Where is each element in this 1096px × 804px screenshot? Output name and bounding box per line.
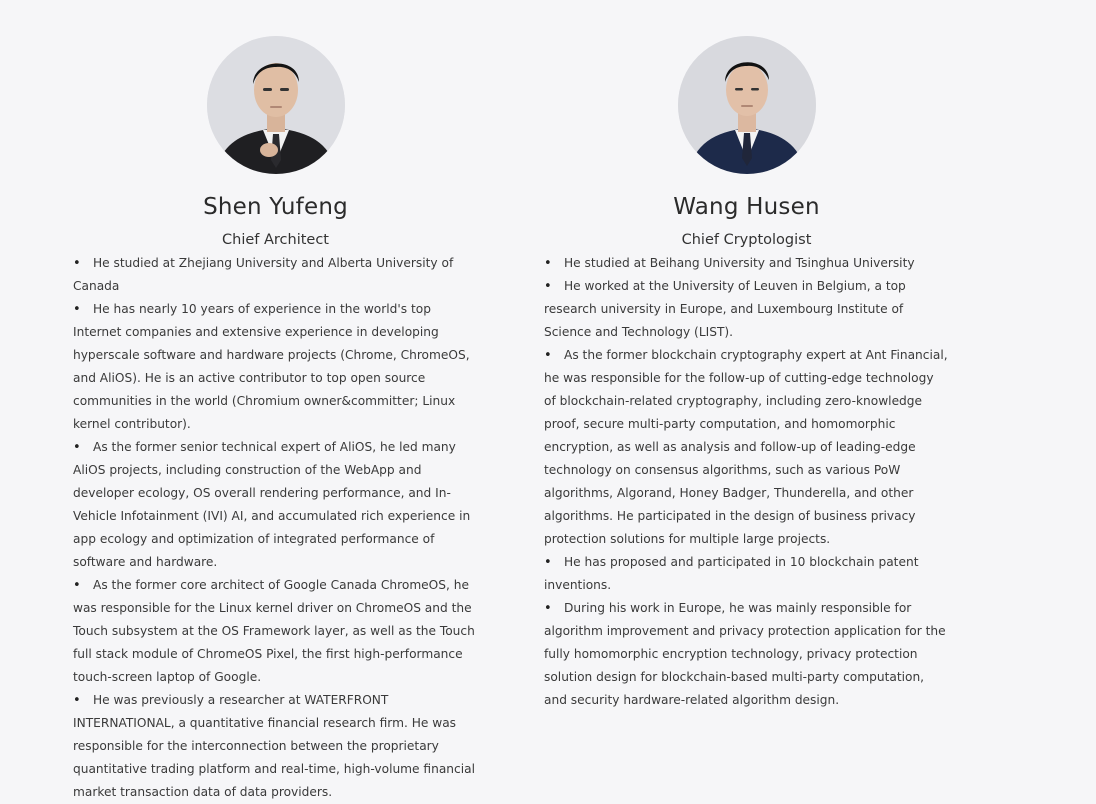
avatar — [678, 36, 816, 174]
portrait-photo-icon — [678, 36, 816, 174]
list-item: • He has nearly 10 years of experience in the world's top Internet companies and extensive experience in developing hyperscale software and hardware projects (Chrome, ChromeOS, and AliOS). He is an active contributor to top open source communities in the world (Chromium owner&committer; Linux kernel contributor). — [73, 298, 478, 436]
bio-list — [73, 252, 478, 804]
list-item: • As the former blockchain cryptography expert at Ant Financial, he was responsible for the follow-up of cutting-edge technology of blockchain-related cryptography, including zero-knowledge proof, secure multi-party computation, and homomorphic encryption, as well as analysis and follow-up of leading-edge technology on consensus algorithms, such as various PoW algorithms, Algorand, Honey Badger, Thunderella, and other algorithms. He participated in the design of business privacy protection solutions for multiple large projects. — [544, 344, 949, 551]
list-item: • He was previously a researcher at WATERFRONT INTERNATIONAL, a quantitative financial research firm. He was responsible for the interconnection between the proprietary quantitative trading platform and real-time, high-volume financial market transaction data of data providers. — [73, 689, 478, 804]
list-item: • He studied at Beihang University and Tsinghua University — [544, 252, 949, 275]
list-item: • He studied at Zhejiang University and Alberta University of Canada — [73, 252, 478, 298]
portrait-photo-icon — [207, 36, 345, 174]
bio-list — [544, 252, 949, 712]
list-item: • During his work in Europe, he was mainly responsible for algorithm improvement and privacy protection application for the fully homomorphic encryption technology, privacy protection solution design for blockchain-based multi-party computation, and security hardware-related algorithm design. — [544, 597, 949, 712]
member-name: Wang Husen — [673, 194, 820, 220]
member-title: Chief Architect — [222, 232, 329, 248]
list-item: • As the former core architect of Google Canada ChromeOS, he was responsible for the Linux kernel driver on ChromeOS and the Touch subsystem at the OS Framework layer, as well as the Touch full stack module of ChromeOS Pixel, the first high-performance touch-screen laptop of Google. — [73, 574, 478, 689]
list-item: • He worked at the University of Leuven in Belgium, a top research university in Europe, and Luxembourg Institute of Science and Technology (LIST). — [544, 275, 949, 344]
list-item: • He has proposed and participated in 10 blockchain patent inventions. — [544, 551, 949, 597]
list-item: • As the former senior technical expert of AliOS, he led many AliOS projects, including construction of the WebApp and developer ecology, OS overall rendering performance, and In-Vehicle Infotainment (IVI) AI, and accumulated rich experience in app ecology and optimization of integrated performance of software and hardware. — [73, 436, 478, 574]
member-title: Chief Cryptologist — [681, 232, 812, 248]
team-member-card-shen-yufeng — [73, 36, 478, 804]
member-name: Shen Yufeng — [203, 194, 348, 220]
team-member-card-wang-husen — [544, 36, 949, 712]
avatar — [207, 36, 345, 174]
